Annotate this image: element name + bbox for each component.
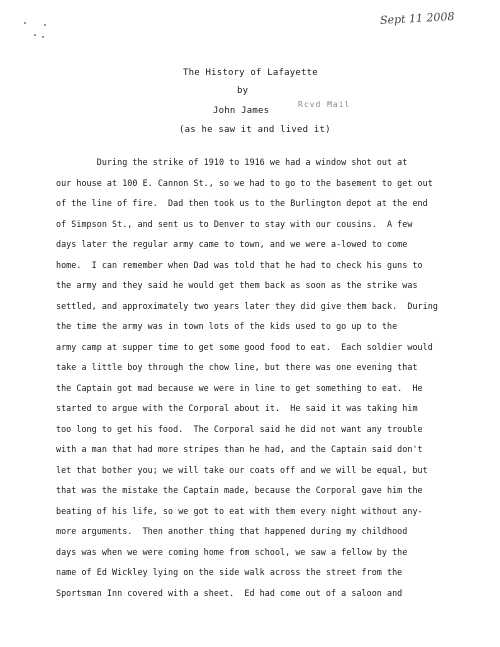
body-paragraph	[56, 152, 476, 603]
body-line: home. I can remember when Dad was told that he had to check his guns to	[56, 259, 423, 270]
body-line: beating of his life, so we got to eat with them every night without any-	[56, 505, 423, 516]
body-line: the time the army was in town lots of the kids used to go up to the	[56, 321, 398, 331]
body-line: take a little boy through the chow line, but there was one evening that	[56, 362, 418, 372]
body-line: our house at 100 E. Cannon St., so we had to go to the basement to get out	[56, 177, 433, 188]
author-name: John James	[213, 106, 270, 116]
body-line: too long to get his food. The Corporal said he did not want any trouble	[56, 423, 423, 434]
body-line: days was when we were coming home from school, we saw a fellow by the	[56, 546, 408, 557]
body-line: army camp at supper time to get some good food to eat. Each soldier would	[56, 341, 433, 352]
body-line: name of Ed Wickley lying on the side walk across the street from the	[56, 567, 403, 577]
body-line: that was the mistake the Captain made, because the Corporal gave him the	[56, 485, 423, 495]
body-line: let that bother you; we will take our coats off and we will be equal, but	[56, 464, 428, 475]
body-line: days later the regular army came to town, and we were a-lowed to come	[56, 239, 408, 249]
body-line: the army and they said he would get them back as soon as the strike was	[56, 280, 418, 290]
body-line: During the strike of 1910 to 1916 we had a window shot out at	[56, 157, 408, 167]
received-stamp: Rcvd Mail	[298, 100, 351, 109]
body-line: more arguments. Then another thing that happened during my childhood	[56, 526, 408, 536]
body-line: settled, and approximately two years later they did give them back. During	[56, 300, 438, 311]
body-line: Sportsman Inn covered with a sheet. Ed had come out of a saloon and	[56, 587, 403, 598]
document-title: The History of Lafayette	[183, 68, 318, 78]
handwritten-date-note: Sept 11 2008	[379, 10, 455, 27]
document-subtitle: (as he saw it and lived it)	[179, 125, 331, 135]
body-line: started to argue with the Corporal about it. He said it was taking him	[56, 403, 418, 413]
body-line: the Captain got mad because we were in line to get something to eat. He	[56, 382, 423, 393]
body-line: with a man that had more stripes than he had, and the Captain said don't	[56, 444, 423, 454]
byline-by: by	[237, 86, 249, 96]
body-line: of the line of fire. Dad then took us to the Burlington depot at the end	[56, 198, 428, 208]
body-line: of Simpson St., and sent us to Denver to stay with our cousins. A few	[56, 218, 413, 229]
